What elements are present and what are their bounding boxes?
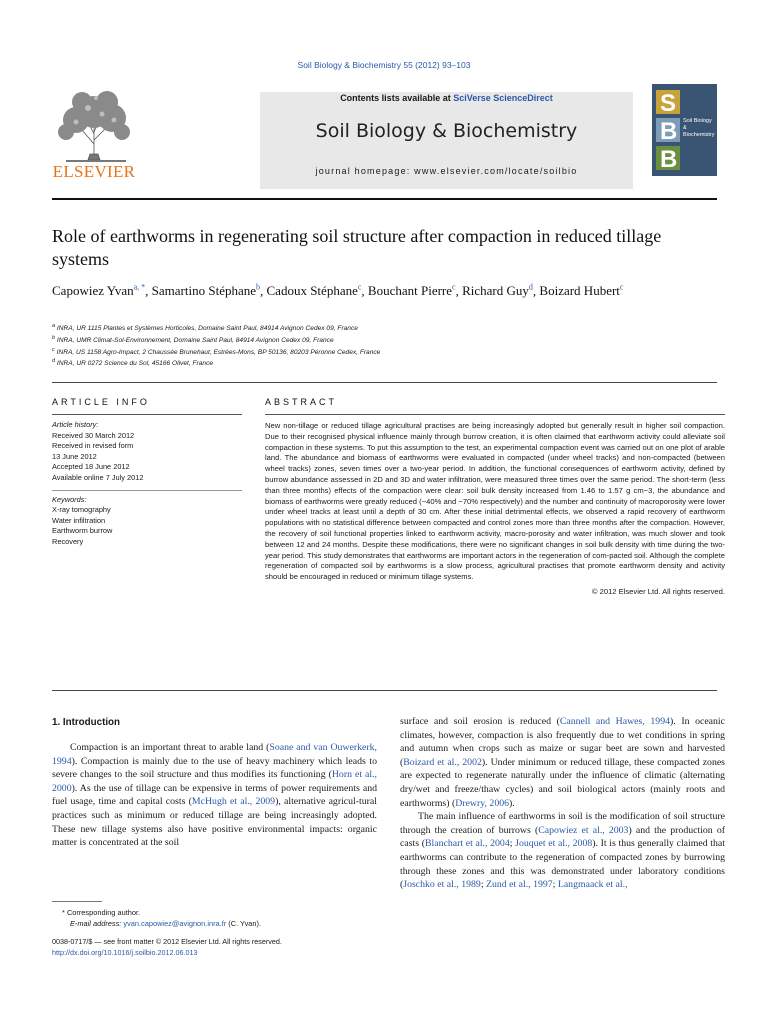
- body-text: Compaction is an important threat to arable land (: [70, 742, 270, 753]
- author-sup[interactable]: d: [528, 283, 533, 292]
- history-item: Received in revised form: [52, 441, 134, 451]
- footnote-star-text: Corresponding author.: [66, 908, 141, 917]
- keyword: X-ray tomography: [52, 505, 111, 515]
- body-text: ). In oceanic climates, however, compaction is also frequently due to wet conditions in spring and autumn when crops such as maize or sugar beet are sown and harvested (: [400, 716, 725, 768]
- body-text: ;: [509, 838, 516, 850]
- publisher-wordmark: ELSEVIER: [52, 162, 136, 181]
- author-5[interactable]: [462, 283, 533, 298]
- citation-link[interactable]: Boizard et al., 2002: [403, 756, 482, 768]
- intro-left-column: [52, 741, 377, 850]
- citation-link[interactable]: Langmaack et al.,: [557, 879, 628, 891]
- body-text: ;: [480, 879, 486, 891]
- intro-paragraph-1-cont: [400, 715, 725, 810]
- body-text: ) and the production of casts (: [400, 824, 726, 850]
- email-suffix: (C. Yvan).: [228, 918, 262, 928]
- intro-paragraph-2: [400, 810, 725, 892]
- journal-homepage[interactable]: journal homepage: www.elsevier.com/locate/soilbio: [315, 166, 578, 176]
- author-sup[interactable]: c: [357, 283, 362, 292]
- keywords-label: Keywords:: [52, 494, 87, 504]
- affiliation-text: INRA, UMR Climat-Sol-Environnement, Domaine Saint Paul, 84914 Avignon Cedex 09, France: [56, 336, 334, 344]
- sciencedirect-link[interactable]: SciVerse ScienceDirect: [453, 93, 553, 103]
- author-sup[interactable]: c: [452, 283, 456, 292]
- journal-citation[interactable]: Soil Biology & Biochemistry 55 (2012) 93–103: [297, 60, 471, 70]
- cover-letters: [660, 90, 677, 174]
- citation-link[interactable]: Drewry, 2006: [455, 797, 510, 809]
- affiliation-sup: d: [52, 358, 56, 365]
- info-rule: [52, 414, 242, 415]
- abstract: [265, 421, 725, 598]
- citation-link[interactable]: Joschko et al., 1989: [403, 879, 481, 891]
- cover-letter-b2: B: [660, 146, 678, 173]
- author-name: Capowiez Yvan: [52, 283, 134, 299]
- footnote: [52, 908, 377, 929]
- author-list: Capowiez Yvan$^{a, *}$, Samartino Stéphane$^b$, Cadoux Stéphane$^c$, Bouchant Pierre$^c$, Richard Guy$^d$, Boizard Hubert$^c$: [52, 283, 624, 299]
- citation-link[interactable]: Jouquet et al., 2008: [515, 838, 593, 850]
- affiliation-a: [52, 322, 722, 334]
- affiliation-sup: a: [52, 323, 56, 329]
- body-text: ).: [509, 797, 515, 809]
- author-sup[interactable]: b: [256, 283, 261, 292]
- citation-link[interactable]: McHugh et al., 2009: [191, 796, 276, 808]
- intro-right-column: [400, 715, 725, 892]
- affiliation-b: [52, 334, 722, 346]
- header-rule: [52, 198, 717, 200]
- journal-cover: [652, 84, 717, 176]
- cover-letter-b1: B: [660, 118, 678, 145]
- keyword: Recovery: [52, 536, 84, 546]
- body-text: surface and soil erosion is reduced (: [400, 716, 560, 727]
- intro-paragraph-1: [52, 741, 377, 850]
- article-info-heading: ARTICLE INFO: [52, 397, 150, 407]
- affiliations: [52, 322, 722, 369]
- journal-title: Soil Biology & Biochemistry: [315, 120, 578, 142]
- doi-link[interactable]: http://dx.doi.org/10.1016/j.soilbio.2012.06.013: [52, 947, 198, 957]
- author-4[interactable]: [368, 283, 456, 298]
- affiliation-d: [52, 357, 722, 369]
- history-item: Received 30 March 2012: [52, 430, 135, 440]
- abstract-text: New non-tillage or reduced tillage agricultural practises are being increasingly adopted but generally result in higher soil compaction. Due to their recognised physical influence mainly through burrow creation, it is often claimed that earthworm activity could alleviate soil compaction in these systems. To put this assumption to the test, an experimental compaction event was carried out on one plot of arable land. The abundance and biomass of earthworms were evaluated in compacted (under wheel tracks) and non-compacted (between wheel tracks) zones, seven times over a two-year period. In addition, the functional consequences of earthworm activity, defined by burrow abundance assessed in 2D and 3D and water infiltration, were measured three times over the same period. The short-term (less than three months) effects of the compaction were clear: soil bulk density increased from 1.46 to 1.57 g cm−3, the abundance and biomass of earthworms were greatly reduced (−40% and −70% respectively) and the number and continuity of macroporosity were lower under wheel tracks at least until a depth of 30 cm. After these initial detrimental effects, we observed a rapid recovery of earthworm populations with no statistical difference between compacted and control zones more than three months after the compaction. However, the recovery of soil functional properties linked to earthworm activity, macro-porosity and water infiltration, was much slower and took between 12 and 24 months. Despite these modifications, there were no significant changes in soil bulk density with time during the two-year period. This study demonstrates that earthworms are important actors in the regeneration of com-pacted soil. Although the complete regeneration of compacted soil by earthworms is a slow process, agricultural practises that promote earthworm density and activity should be encouraged in reduced or minimum tillage systems.: [265, 421, 725, 582]
- affiliation-text: INRA, UR 1115 Plantes et Systèmes Horticoles, Domaine Saint Paul, 84914 Avignon Cedex 09, France: [56, 325, 358, 333]
- body-text: ). As the use of tillage can be expensive in terms of power requirements and fuel usage, time and capital costs (: [52, 782, 377, 808]
- author-2[interactable]: [152, 283, 260, 298]
- author-name: Richard Guy: [462, 283, 529, 299]
- footnote-email: [52, 919, 377, 930]
- history-label: Article history:: [52, 420, 99, 429]
- body-text: ). Under minimum or reduced tillage, these compacted zones are expected to regenerate naturally under the influence of climatic (alternating dry/wet and freeze/thaw cycles) and soil biological actors (mainly roots and earthworms) (: [400, 756, 725, 809]
- citation-link[interactable]: Cannell and Hawes, 1994: [559, 716, 670, 727]
- info-separator: [52, 490, 242, 491]
- email-label: E-mail address:: [70, 918, 122, 928]
- author-6[interactable]: [539, 283, 623, 298]
- history-item: 13 June 2012: [52, 451, 97, 461]
- history-item: Accepted 18 June 2012: [52, 462, 130, 472]
- keyword: Earthworm burrow: [52, 526, 113, 536]
- footnote-rule: [52, 901, 102, 902]
- citation-link[interactable]: Horn et al., 2000: [52, 769, 377, 794]
- footnote-corresponding: * Corresponding author.: [62, 908, 141, 917]
- email-link[interactable]: yvan.capowiez@avignon.inra.fr: [123, 918, 227, 928]
- author-sup[interactable]: a, *: [133, 283, 146, 292]
- body-top-rule: [52, 690, 717, 691]
- citation-link[interactable]: Zund et al., 1997: [486, 879, 553, 891]
- introduction-heading: 1. Introduction: [52, 717, 121, 728]
- affiliation-text: INRA, US 1158 Agro-Impact, 2 Chaussée Brunehaut, Estrées-Mons, BP 50136, 80203 Péronne Cedex, France: [56, 348, 381, 356]
- info-top-rule: [52, 382, 717, 383]
- contents-line: [260, 93, 633, 103]
- abstract-rule: [265, 414, 725, 415]
- contents-prefix: Contents lists available at: [340, 93, 454, 103]
- affiliation-text: INRA, UR 0272 Science du Sol, 45166 Olivet, France: [56, 360, 214, 368]
- body-text: ). It is thus generally claimed that earthworms can contribute to the regeneration of compacted zones by burrowing through these zones and this was demonstrated under laboratory conditions (: [400, 838, 725, 891]
- issn-line: 0038-0717/$ — see front matter © 2012 Elsevier Ltd. All rights reserved.: [52, 937, 282, 946]
- author-name: Boizard Hubert: [539, 283, 620, 299]
- cover-letter-s: S: [660, 90, 677, 117]
- author-name: Bouchant Pierre: [367, 283, 453, 299]
- abstract-heading: ABSTRACT: [265, 397, 338, 407]
- citation-link[interactable]: Capowiez et al., 2003: [538, 824, 629, 836]
- article-title: Role of earthworms in regenerating soil structure after compaction in reduced tillage systems: [52, 226, 662, 269]
- history-item: Available online 7 July 2012: [52, 472, 144, 482]
- affiliation-sup: c: [52, 346, 55, 353]
- keyword: Water infiltration: [52, 515, 106, 525]
- front-matter: [52, 937, 452, 958]
- abstract-copyright: © 2012 Elsevier Ltd. All rights reserved.: [591, 586, 725, 596]
- author-name: Cadoux Stéphane: [266, 283, 358, 299]
- body-text: ). Compaction is mainly due to the use of heavy machinery which leads to severe changes to the soil structure and thus modifies its functioning (: [52, 755, 377, 781]
- body-text: ), alternative agricul-tural practices such as minimum or reduced tillage are being increasingly adopted. These new tillage systems also have positive environmental impacts: organic matter is concentrated at the soil: [52, 796, 377, 849]
- cover-title: Soil Biology & Biochemistry: [683, 118, 715, 138]
- citation-link[interactable]: Soane and van Ouwerkerk, 1994: [52, 742, 377, 767]
- affiliation-c: [52, 346, 722, 358]
- citation-link[interactable]: Blanchart et al., 2004: [424, 838, 510, 850]
- author-1[interactable]: [52, 283, 145, 298]
- body-text: The main influence of earthworms in soil is the modification of soil structure through the creation of burrows (: [400, 811, 725, 836]
- author-3[interactable]: [267, 283, 362, 298]
- affiliation-sup: b: [52, 334, 56, 341]
- author-sup[interactable]: c: [619, 283, 624, 292]
- article-info: [52, 420, 242, 548]
- body-text: ;: [552, 879, 558, 891]
- author-name: Samartino Stéphane: [151, 283, 257, 299]
